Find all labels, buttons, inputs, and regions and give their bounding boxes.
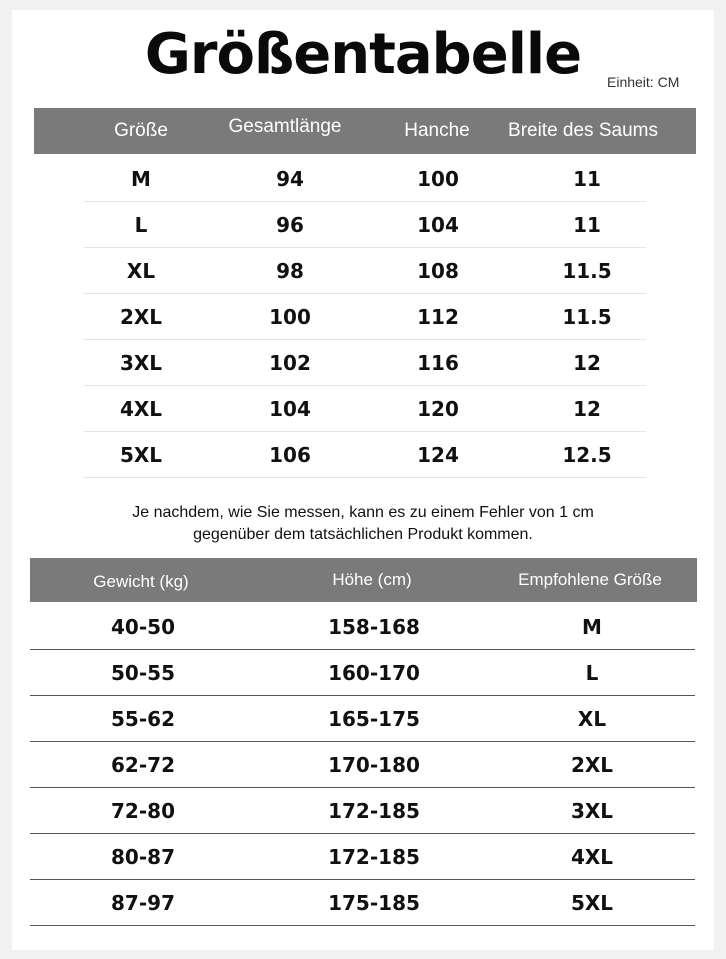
size-table-cell: 104 [417,213,459,237]
size-table-row [84,340,646,386]
size-table-cell: 102 [269,351,311,375]
recommend-table-cell: 172-185 [328,845,420,869]
size-table-header-cell: Hanche [404,120,470,141]
recommend-table-header-cell: Gewicht (kg) [93,572,189,591]
recommend-table-cell: 158-168 [328,615,420,639]
recommend-table-cell: M [582,615,602,639]
recommend-table-cell: XL [577,707,607,731]
unit-label: Einheit: CM [607,74,680,90]
recommend-table-header [30,558,697,602]
size-table-row [84,432,646,478]
size-table-cell: 4XL [119,397,163,421]
recommend-table-cell: 160-170 [328,661,420,685]
size-table-row [84,294,646,340]
size-table-row [84,386,646,432]
size-table-cell: 106 [269,443,311,467]
size-table-cell: 100 [269,305,311,329]
recommend-table-cell: 87-97 [111,891,175,915]
size-table-cell: 11.5 [562,259,612,283]
size-table-cell: 11.5 [562,305,612,329]
recommend-table-cell: 50-55 [111,661,175,685]
size-table-cell: M [131,167,151,191]
size-table-cell: 12 [573,351,601,375]
recommend-table-cell: 3XL [570,799,614,823]
size-table-header-cell: Gesamtlänge [228,116,342,137]
size-table-cell: 98 [276,259,304,283]
size-table-cell: 112 [417,305,459,329]
page-title: Größentabelle [144,22,582,87]
size-table-cell: 3XL [119,351,163,375]
recommend-table-row [30,604,695,650]
measurement-note [0,502,726,546]
size-table-row [84,156,646,202]
recommend-table-cell: 5XL [570,891,614,915]
size-table-cell: 100 [417,167,459,191]
size-table-cell: 124 [417,443,459,467]
recommend-table-cell: 40-50 [111,615,175,639]
measurement-note-line: Je nachdem, wie Sie messen, kann es zu einem Fehler von 1 cm [132,504,594,521]
size-table-header [34,108,696,154]
size-table-cell: 2XL [119,305,163,329]
recommend-table-cell: 165-175 [328,707,420,731]
size-table-row [84,248,646,294]
recommend-table-cell: 2XL [570,753,614,777]
recommend-table-row [30,880,695,926]
recommend-table-cell: 4XL [570,845,614,869]
recommend-table-header-cell: Empfohlene Größe [518,570,662,589]
size-table-row [84,202,646,248]
recommend-table-row [30,650,695,696]
size-table-cell: 12.5 [562,443,612,467]
size-table-cell: 108 [417,259,459,283]
measurement-note-line: gegenüber dem tatsächlichen Produkt kommen. [193,526,533,543]
recommend-table-row [30,742,695,788]
recommend-table-header-cell: Höhe (cm) [332,570,412,589]
size-table-cell: XL [126,259,156,283]
recommend-table-cell: 55-62 [111,707,175,731]
size-table-cell: 94 [276,167,304,191]
size-table-cell: 120 [417,397,459,421]
size-table-cell: 5XL [119,443,163,467]
size-table-cell: 116 [417,351,459,375]
recommend-table-cell: 172-185 [328,799,420,823]
size-table-header-cell: Breite des Saums [508,120,658,141]
size-table-cell: 104 [269,397,311,421]
recommend-table-cell: 170-180 [328,753,420,777]
recommend-table-cell: 80-87 [111,845,175,869]
recommend-table-cell: 72-80 [111,799,175,823]
size-table-cell: 96 [276,213,304,237]
recommend-table-row [30,834,695,880]
size-table-header-cell: Größe [114,120,168,141]
recommend-table-row [30,696,695,742]
recommend-table-cell: 175-185 [328,891,420,915]
recommend-table-row [30,788,695,834]
size-table-cell: 11 [573,213,601,237]
size-table-cell: 12 [573,397,601,421]
size-table-cell: L [134,213,148,237]
recommend-table-cell: L [585,661,599,685]
size-table-cell: 11 [573,167,601,191]
recommend-table-cell: 62-72 [111,753,175,777]
